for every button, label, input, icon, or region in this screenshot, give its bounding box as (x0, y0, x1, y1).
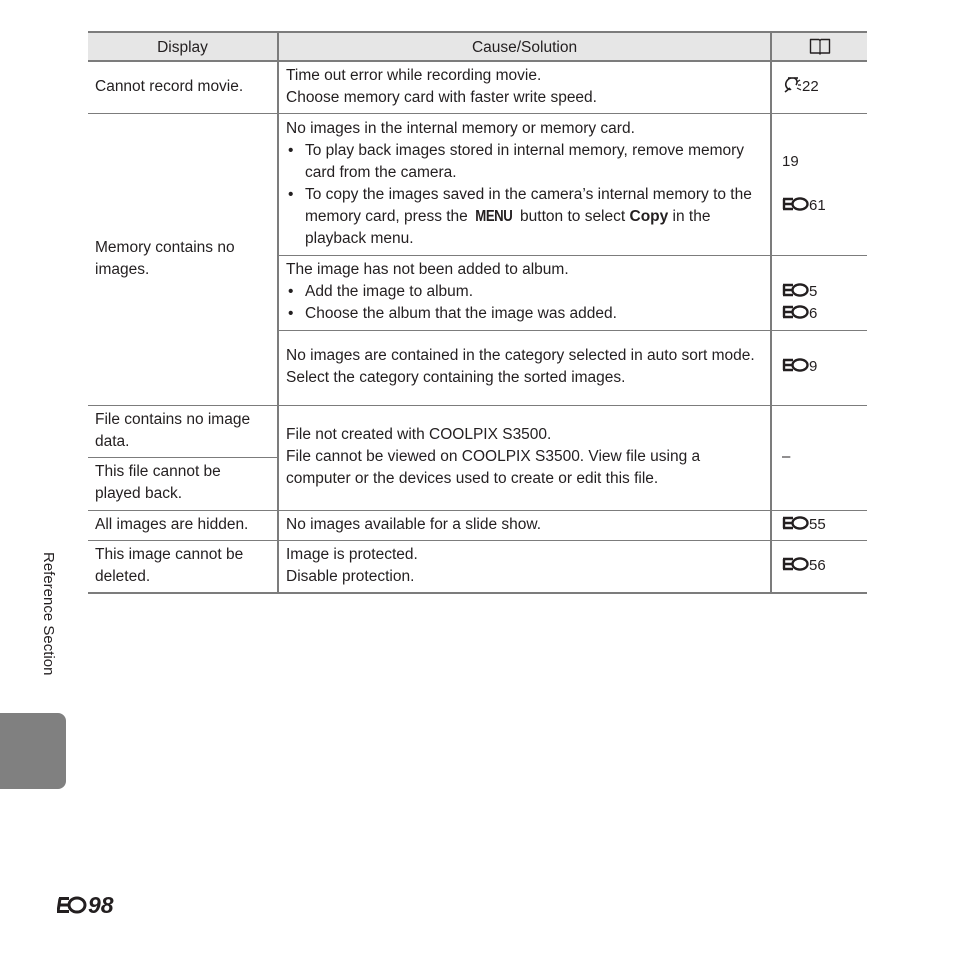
reference-cell (771, 330, 867, 405)
bullet-text: To play back images stored in internal memory, remove memory card from the camera. (305, 141, 745, 181)
reference-cell (771, 61, 867, 113)
reference-page: 19 (782, 152, 799, 170)
reference-entry (782, 195, 860, 217)
solution-text: Time out error while recording movie. (286, 66, 542, 84)
solution-text: Disable protection. (286, 567, 415, 585)
solution-cell (278, 113, 771, 255)
bullet-item (286, 140, 763, 184)
solution-text: No images in the internal memory or memory card. (286, 119, 635, 137)
header-display: Display (88, 32, 278, 61)
display-cell: This file cannot be played back. (88, 457, 278, 510)
reference-page: 55 (809, 515, 826, 533)
table-row (88, 405, 867, 457)
solution-text: No images are contained in the category selected in auto sort mode. (286, 347, 755, 364)
bullet-text: Choose the album that the image was added. (305, 305, 617, 322)
solution-cell (278, 405, 771, 510)
display-cell: Cannot record movie. (88, 61, 278, 113)
reference-section-icon (782, 283, 809, 297)
reference-page: 5 (809, 283, 818, 300)
solution-cell (278, 61, 771, 113)
reference-page: 6 (809, 305, 818, 322)
page-number-text: 98 (88, 891, 114, 918)
table-row (88, 61, 867, 113)
solution-text: Select the category containing the sorted images. (286, 369, 626, 386)
reference-cell (771, 255, 867, 330)
bullet-text: To copy the images saved in the camera’s internal memory to the memory card, press the MENU button to select Copy in the playback menu. (305, 185, 752, 247)
reference-page: 56 (809, 556, 826, 574)
error-message-table (88, 31, 867, 594)
reference-page: 61 (809, 196, 826, 214)
display-cell: Memory contains no images. (88, 113, 278, 405)
reference-entry (782, 281, 860, 303)
bulb-icon (782, 76, 802, 94)
bullet-text: Add the image to album. (305, 283, 474, 300)
reference-cell: – (771, 405, 867, 510)
reference-section-icon (782, 557, 809, 571)
table-row (88, 510, 867, 540)
bullet-item (286, 303, 763, 325)
reference-section-icon (782, 197, 809, 211)
bullet-dot: • (288, 141, 294, 159)
solution-cell (278, 255, 771, 330)
page-number (57, 890, 114, 920)
solution-cell (278, 540, 771, 593)
bullet-item (286, 281, 763, 303)
reference-section-icon (782, 516, 809, 530)
header-reference (771, 32, 867, 61)
reference-cell (771, 510, 867, 540)
reference-page: 9 (809, 358, 818, 375)
bullet-dot: • (288, 283, 294, 300)
menu-button-label: MENU (475, 207, 513, 225)
section-side-label: Reference Section (40, 552, 57, 676)
solution-text: File cannot be viewed on COOLPIX S3500. View file using a computer or the devices used to create or edit this file. (286, 448, 701, 487)
display-cell: All images are hidden. (88, 510, 278, 540)
table-row (88, 540, 867, 593)
solution-cell (278, 330, 771, 405)
solution-cell: No images available for a slide show. (278, 510, 771, 540)
bullet-item (286, 184, 763, 250)
table-row (88, 113, 867, 255)
display-cell: This image cannot be deleted. (88, 540, 278, 593)
table-header-row (88, 32, 867, 61)
header-cause-solution: Cause/Solution (278, 32, 771, 61)
book-icon (809, 37, 831, 55)
copy-label: Copy (629, 207, 669, 225)
reference-entry (782, 303, 860, 325)
reference-section-icon (782, 358, 809, 372)
solution-text: Image is protected. (286, 545, 418, 563)
reference-section-icon (57, 895, 87, 915)
reference-cell (771, 113, 867, 255)
reference-section-icon (782, 305, 809, 319)
bullet-dot: • (288, 185, 294, 203)
reference-page: 22 (802, 77, 819, 95)
solution-text: The image has not been added to album. (286, 261, 569, 278)
solution-text: File not created with COOLPIX S3500. (286, 426, 552, 443)
display-cell: File contains no image data. (88, 405, 278, 457)
section-tab (0, 713, 66, 789)
solution-text: Choose memory card with faster write speed. (286, 88, 597, 106)
bullet-dot: • (288, 305, 294, 322)
reference-cell (771, 540, 867, 593)
